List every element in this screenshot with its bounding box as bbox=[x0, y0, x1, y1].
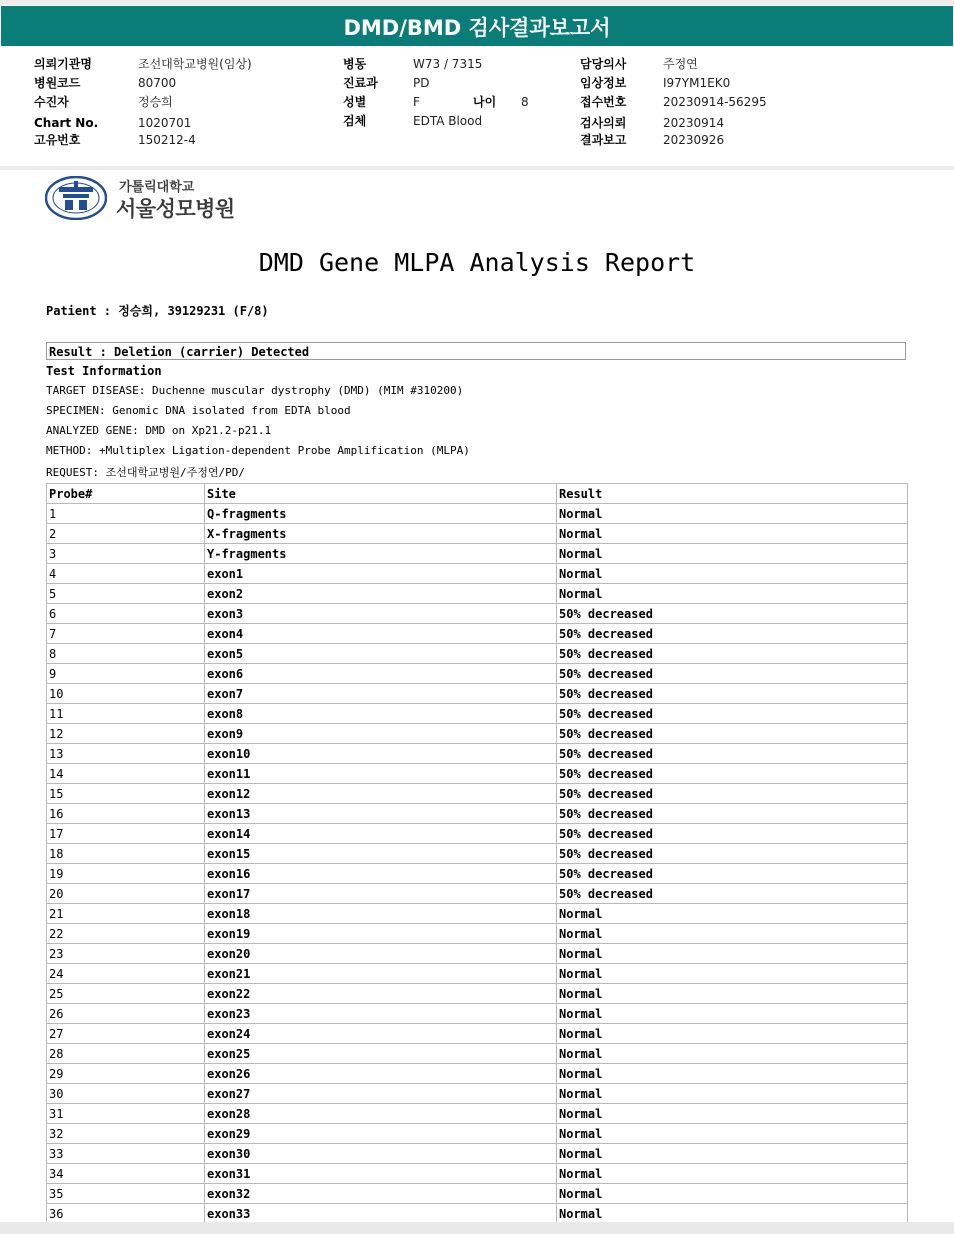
table-row bbox=[47, 644, 908, 664]
table-row bbox=[47, 1044, 908, 1064]
table-row bbox=[47, 564, 908, 584]
result-cell: 50% decreased bbox=[557, 824, 908, 844]
probe-number-cell: 21 bbox=[47, 904, 205, 924]
header-value: 80700 bbox=[138, 76, 177, 90]
site-cell: exon22 bbox=[205, 984, 557, 1004]
result-cell: Normal bbox=[557, 1104, 908, 1124]
header-label: 검사의뢰 bbox=[580, 116, 627, 130]
site-cell: exon9 bbox=[205, 724, 557, 744]
result-cell: Normal bbox=[557, 924, 908, 944]
probe-number-cell: 31 bbox=[47, 1104, 205, 1124]
header-value: W73 / 7315 bbox=[413, 57, 483, 71]
probe-number-cell: 25 bbox=[47, 984, 205, 1004]
table-row bbox=[47, 664, 908, 684]
probe-number-cell: 3 bbox=[47, 544, 205, 564]
test-info-line: TARGET DISEASE: Duchenne muscular dystrophy (DMD) (MIM #310200) bbox=[46, 384, 464, 397]
probe-number-cell: 28 bbox=[47, 1044, 205, 1064]
probe-number-cell: 1 bbox=[47, 504, 205, 524]
result-cell: 50% decreased bbox=[557, 684, 908, 704]
probe-number-cell: 17 bbox=[47, 824, 205, 844]
header-label: 병동 bbox=[343, 57, 367, 71]
site-cell: exon17 bbox=[205, 884, 557, 904]
result-cell: 50% decreased bbox=[557, 864, 908, 884]
header-value: 150212-4 bbox=[138, 133, 196, 147]
site-cell: exon15 bbox=[205, 844, 557, 864]
table-row bbox=[47, 1184, 908, 1204]
table-row bbox=[47, 624, 908, 644]
age-value: 8 bbox=[521, 95, 529, 109]
header-value: F bbox=[413, 95, 420, 109]
table-row bbox=[47, 864, 908, 884]
probe-results-table bbox=[46, 483, 908, 1224]
column-header-result: Result bbox=[557, 484, 908, 504]
site-cell: exon10 bbox=[205, 744, 557, 764]
site-cell: exon11 bbox=[205, 764, 557, 784]
test-info-heading: Test Information bbox=[46, 364, 162, 378]
table-row bbox=[47, 1084, 908, 1104]
probe-number-cell: 12 bbox=[47, 724, 205, 744]
result-cell: 50% decreased bbox=[557, 604, 908, 624]
report-banner-title: DMD/BMD 검사결과보고서 bbox=[1, 6, 953, 46]
result-cell: Normal bbox=[557, 1204, 908, 1224]
column-header-probe: Probe# bbox=[47, 484, 205, 504]
header-label: Chart No. bbox=[34, 116, 99, 130]
header-value: EDTA Blood bbox=[413, 114, 483, 128]
site-cell: exon21 bbox=[205, 964, 557, 984]
result-cell: 50% decreased bbox=[557, 884, 908, 904]
test-info-line: METHOD: +Multiplex Ligation-dependent Probe Amplification (MLPA) bbox=[46, 444, 470, 457]
header-label: 임상정보 bbox=[580, 76, 627, 90]
table-row bbox=[47, 584, 908, 604]
result-cell: Normal bbox=[557, 1064, 908, 1084]
probe-number-cell: 34 bbox=[47, 1164, 205, 1184]
probe-number-cell: 7 bbox=[47, 624, 205, 644]
table-row bbox=[47, 884, 908, 904]
probe-number-cell: 29 bbox=[47, 1064, 205, 1084]
probe-number-cell: 20 bbox=[47, 884, 205, 904]
test-info-line: SPECIMEN: Genomic DNA isolated from EDTA blood bbox=[46, 404, 351, 417]
table-row bbox=[47, 504, 908, 524]
result-cell: Normal bbox=[557, 904, 908, 924]
site-cell: exon19 bbox=[205, 924, 557, 944]
result-cell: Normal bbox=[557, 1084, 908, 1104]
site-cell: Q-fragments bbox=[205, 504, 557, 524]
test-info-line: ANALYZED GENE: DMD on Xp21.2-p21.1 bbox=[46, 424, 272, 437]
header-label: 접수번호 bbox=[580, 95, 627, 109]
bottom-border bbox=[0, 1222, 954, 1234]
result-cell: 50% decreased bbox=[557, 624, 908, 644]
table-row bbox=[47, 804, 908, 824]
probe-number-cell: 10 bbox=[47, 684, 205, 704]
site-cell: exon5 bbox=[205, 644, 557, 664]
probe-number-cell: 11 bbox=[47, 704, 205, 724]
site-cell: exon20 bbox=[205, 944, 557, 964]
site-cell: X-fragments bbox=[205, 524, 557, 544]
result-cell: Normal bbox=[557, 544, 908, 564]
table-row bbox=[47, 1004, 908, 1024]
site-cell: exon1 bbox=[205, 564, 557, 584]
site-cell: exon31 bbox=[205, 1164, 557, 1184]
result-cell: Normal bbox=[557, 1024, 908, 1044]
probe-number-cell: 26 bbox=[47, 1004, 205, 1024]
site-cell: exon7 bbox=[205, 684, 557, 704]
header-label: 수진자 bbox=[34, 95, 69, 109]
header-value: 정승희 bbox=[138, 95, 173, 109]
header-label: 고유번호 bbox=[34, 133, 81, 147]
logo-top-text: 가톨릭대학교 bbox=[119, 180, 195, 195]
result-cell: Normal bbox=[557, 1184, 908, 1204]
result-cell: 50% decreased bbox=[557, 784, 908, 804]
table-row bbox=[47, 724, 908, 744]
table-row bbox=[47, 784, 908, 804]
result-cell: 50% decreased bbox=[557, 764, 908, 784]
result-cell: Normal bbox=[557, 564, 908, 584]
result-cell: Normal bbox=[557, 1044, 908, 1064]
table-row bbox=[47, 524, 908, 544]
header-label: 검체 bbox=[343, 114, 367, 128]
site-cell: exon24 bbox=[205, 1024, 557, 1044]
probe-number-cell: 8 bbox=[47, 644, 205, 664]
table-row bbox=[47, 1104, 908, 1124]
result-cell: 50% decreased bbox=[557, 644, 908, 664]
header-label: 진료과 bbox=[343, 76, 378, 90]
probe-number-cell: 30 bbox=[47, 1084, 205, 1104]
result-cell: 50% decreased bbox=[557, 724, 908, 744]
table-row bbox=[47, 704, 908, 724]
top-border bbox=[0, 0, 954, 5]
result-cell: Normal bbox=[557, 524, 908, 544]
site-cell: Y-fragments bbox=[205, 544, 557, 564]
probe-number-cell: 22 bbox=[47, 924, 205, 944]
site-cell: exon29 bbox=[205, 1124, 557, 1144]
catholic-university-emblem-icon bbox=[45, 176, 107, 220]
table-row bbox=[47, 844, 908, 864]
header-value: 1020701 bbox=[138, 116, 192, 130]
table-row bbox=[47, 544, 908, 564]
result-cell: Normal bbox=[557, 584, 908, 604]
header-value: PD bbox=[413, 76, 430, 90]
site-cell: exon12 bbox=[205, 784, 557, 804]
table-row bbox=[47, 924, 908, 944]
header-label: 병원코드 bbox=[34, 76, 81, 90]
probe-number-cell: 2 bbox=[47, 524, 205, 544]
site-cell: exon30 bbox=[205, 1144, 557, 1164]
header-value: 주정연 bbox=[663, 57, 698, 71]
column-header-site: Site bbox=[205, 484, 557, 504]
patient-line: Patient : 정승희, 39129231 (F/8) bbox=[46, 304, 269, 318]
site-cell: exon23 bbox=[205, 1004, 557, 1024]
result-cell: Normal bbox=[557, 984, 908, 1004]
probe-number-cell: 9 bbox=[47, 664, 205, 684]
probe-number-cell: 27 bbox=[47, 1024, 205, 1044]
site-cell: exon33 bbox=[205, 1204, 557, 1224]
table-row bbox=[47, 984, 908, 1004]
test-info-line: REQUEST: 조선대학교병원/주정연/PD/ bbox=[46, 466, 245, 479]
header-label: 의뢰기관명 bbox=[34, 57, 92, 71]
result-cell: 50% decreased bbox=[557, 744, 908, 764]
site-cell: exon2 bbox=[205, 584, 557, 604]
header-value: 20230926 bbox=[663, 133, 725, 147]
site-cell: exon6 bbox=[205, 664, 557, 684]
header-value: 20230914 bbox=[663, 116, 725, 130]
probe-number-cell: 5 bbox=[47, 584, 205, 604]
table-row bbox=[47, 944, 908, 964]
header-label: 담당의사 bbox=[580, 57, 627, 71]
header-value: 20230914-56295 bbox=[663, 95, 767, 109]
result-cell: Normal bbox=[557, 1004, 908, 1024]
logo-main-text: 서울성모병원 bbox=[116, 197, 235, 221]
site-cell: exon27 bbox=[205, 1084, 557, 1104]
result-cell: Normal bbox=[557, 964, 908, 984]
table-header-row bbox=[47, 484, 908, 504]
report-title: DMD Gene MLPA Analysis Report bbox=[258, 248, 696, 277]
table-row bbox=[47, 604, 908, 624]
header-separator bbox=[0, 166, 954, 170]
table-row bbox=[47, 1124, 908, 1144]
result-cell: 50% decreased bbox=[557, 664, 908, 684]
site-cell: exon14 bbox=[205, 824, 557, 844]
header-label: 성별 bbox=[343, 95, 367, 109]
result-cell: 50% decreased bbox=[557, 704, 908, 724]
probe-number-cell: 13 bbox=[47, 744, 205, 764]
table-row bbox=[47, 1024, 908, 1044]
age-label: 나이 bbox=[473, 95, 497, 109]
probe-number-cell: 18 bbox=[47, 844, 205, 864]
result-cell: 50% decreased bbox=[557, 804, 908, 824]
probe-number-cell: 14 bbox=[47, 764, 205, 784]
result-box: Result : Deletion (carrier) Detected bbox=[46, 342, 906, 360]
probe-number-cell: 36 bbox=[47, 1204, 205, 1224]
table-row bbox=[47, 684, 908, 704]
site-cell: exon18 bbox=[205, 904, 557, 924]
probe-number-cell: 32 bbox=[47, 1124, 205, 1144]
table-row bbox=[47, 1204, 908, 1224]
probe-number-cell: 23 bbox=[47, 944, 205, 964]
probe-number-cell: 24 bbox=[47, 964, 205, 984]
header-label: 결과보고 bbox=[580, 133, 627, 147]
table-row bbox=[47, 964, 908, 984]
site-cell: exon3 bbox=[205, 604, 557, 624]
probe-number-cell: 16 bbox=[47, 804, 205, 824]
site-cell: exon32 bbox=[205, 1184, 557, 1204]
table-row bbox=[47, 764, 908, 784]
table-row bbox=[47, 744, 908, 764]
header-value: 조선대학교병원(임상) bbox=[138, 57, 252, 71]
result-cell: 50% decreased bbox=[557, 844, 908, 864]
site-cell: exon16 bbox=[205, 864, 557, 884]
result-cell: Normal bbox=[557, 1124, 908, 1144]
probe-number-cell: 19 bbox=[47, 864, 205, 884]
site-cell: exon25 bbox=[205, 1044, 557, 1064]
result-cell: Normal bbox=[557, 504, 908, 524]
site-cell: exon8 bbox=[205, 704, 557, 724]
result-cell: Normal bbox=[557, 1144, 908, 1164]
site-cell: exon26 bbox=[205, 1064, 557, 1084]
table-row bbox=[47, 1164, 908, 1184]
header-value: I97YM1EK0 bbox=[663, 76, 731, 90]
probe-number-cell: 6 bbox=[47, 604, 205, 624]
site-cell: exon13 bbox=[205, 804, 557, 824]
table-row bbox=[47, 904, 908, 924]
table-row bbox=[47, 1144, 908, 1164]
probe-number-cell: 4 bbox=[47, 564, 205, 584]
table-row bbox=[47, 1064, 908, 1084]
table-row bbox=[47, 824, 908, 844]
result-cell: Normal bbox=[557, 944, 908, 964]
site-cell: exon28 bbox=[205, 1104, 557, 1124]
result-cell: Normal bbox=[557, 1164, 908, 1184]
site-cell: exon4 bbox=[205, 624, 557, 644]
probe-number-cell: 35 bbox=[47, 1184, 205, 1204]
probe-number-cell: 15 bbox=[47, 784, 205, 804]
probe-number-cell: 33 bbox=[47, 1144, 205, 1164]
